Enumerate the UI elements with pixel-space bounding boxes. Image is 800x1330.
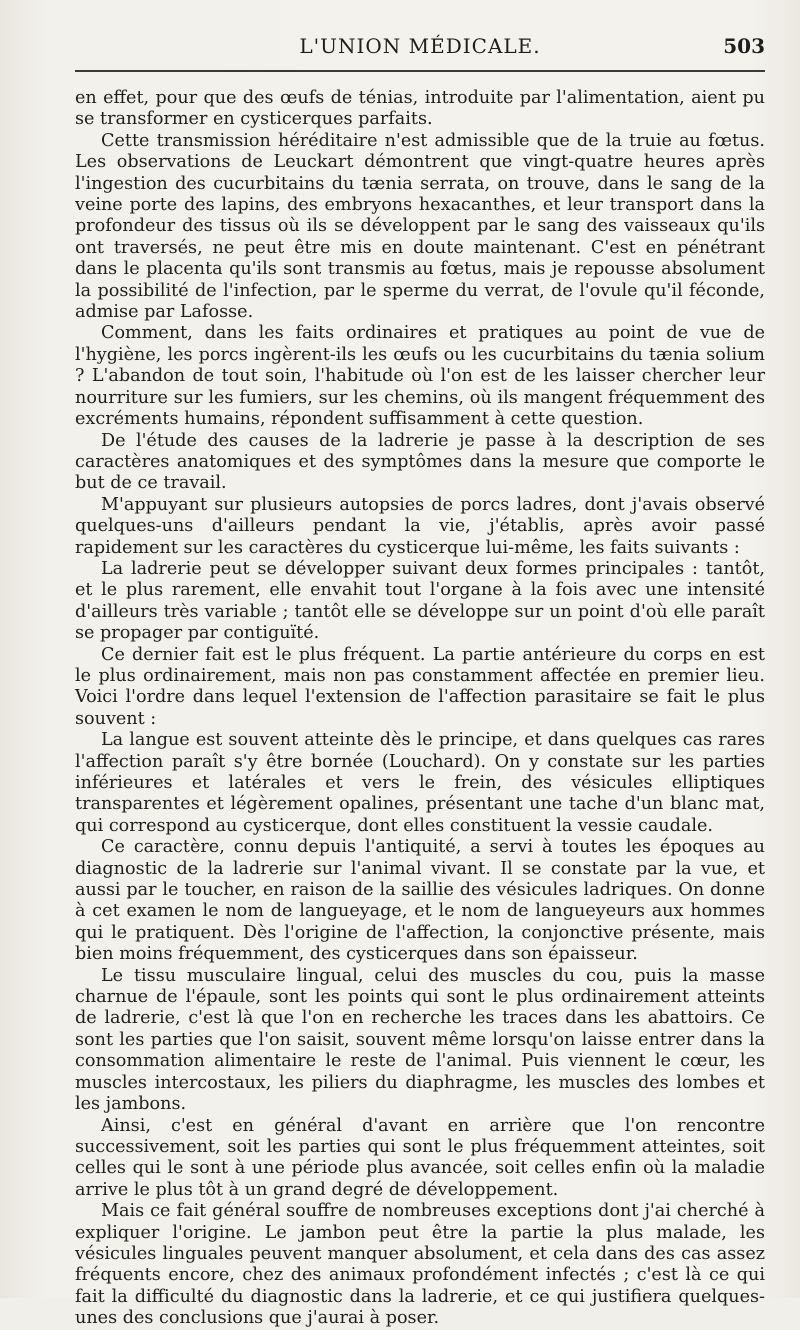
paragraph: La langue est souvent atteinte dès le principe, et dans quelques cas rares l'affection paraît s'y être bornée (Louchard). On y constate sur les parties inférieures et latérales et vers le frein, des vésicules elliptiques transparentes et légèrement opalines, présentant une tache d'un blanc mat, qui correspond au cysticerque, dont elles constituent la vessie caudale. bbox=[75, 730, 765, 836]
paragraph: La ladrerie peut se développer suivant deux formes principales : tantôt, et le plus rarement, elle envahit tout l'organe à la fois avec une intensité d'ailleurs très variable ; tantôt elle se développe sur un point d'où elle paraît se propager par contiguïté. bbox=[75, 558, 765, 644]
page-number: 503 bbox=[723, 34, 765, 58]
paragraph: Le tissu musculaire lingual, celui des muscles du cou, puis la masse charnue de l'épaule, sont les points qui sont le plus ordinairement atteints de ladrerie, c'est là que l'on en recherche les traces dans les abattoirs. Ce sont les parties que l'on saisit, souvent même lorsqu'on laisse entrer dans la consommation alimentaire le reste de l'animal. Puis viennent le cœur, les muscles intercostaux, les piliers du diaphragme, les muscles des lombes et les jambons. bbox=[75, 965, 765, 1115]
paragraph: De l'étude des causes de la ladrerie je passe à la description de ses caractères anatomiques et des symptômes dans la mesure que comporte le but de ce travail. bbox=[75, 430, 765, 494]
header-rule bbox=[75, 70, 765, 72]
paragraph: Mais ce fait général souffre de nombreuses exceptions dont j'ai cherché à expliquer l'origine. Le jambon peut être la partie la plus malade, les vésicules linguales peuvent manquer absolument, et cela dans des cas assez fréquents encore, chez des animaux profondément infectés ; c'est là ce qui fait la difficulté du diagnostic dans la ladrerie, et ce qui justifiera quelques-unes des conclusions que j'aurai à poser. bbox=[75, 1201, 765, 1329]
paragraph: Ce dernier fait est le plus fréquent. La partie antérieure du corps en est le plus ordinairement, mais non pas constamment affectée en premier lieu. Voici l'ordre dans lequel l'extension de l'affection parasitaire se fait le plus souvent : bbox=[75, 644, 765, 729]
article-body bbox=[75, 88, 765, 1330]
paragraph: Comment, dans les faits ordinaires et pratiques au point de vue de l'hygiène, les porcs ingèrent-ils les œufs ou les cucurbitains du tænia solium ? L'abandon de tout soin, l'habitude où l'on est de les laisser chercher leur nourriture sur les fumiers, sur les chemins, où ils mangent fréquemment des excréments humains, répondent suffisamment à cette question. bbox=[75, 323, 765, 430]
page-header bbox=[75, 34, 765, 64]
paragraph: en effet, pour que des œufs de ténias, introduite par l'alimentation, aient pu se transformer en cysticerques parfaits. bbox=[75, 88, 765, 130]
running-title: L'UNION MÉDICALE. bbox=[299, 34, 541, 58]
paragraph: Cette transmission héréditaire n'est admissible que de la truie au fœtus. Les observations de Leuckart démontrent que vingt-quatre heures après l'ingestion des cucurbitains du tænia serrata, on trouve, dans le sang de la veine porte des lapins, des embryons hexacanthes, et leur transport dans la profondeur des tissus où ils se développent par le sang des vaisseaux qu'ils ont traversés, ne peut être mis en doute maintenant. C'est en pénétrant dans le placenta qu'ils sont transmis au fœtus, mais je repousse absolument la possibilité de l'infection, par le sperme du verrat, de l'ovule qu'il féconde, admise par Lafosse. bbox=[75, 130, 765, 323]
paragraph: Ainsi, c'est en général d'avant en arrière que l'on rencontre successivement, soit les parties qui sont le plus fréquemment atteintes, soit celles qui le sont à une période plus avancée, soit celles enfin où la maladie arrive le plus tôt à un grand degré de développement. bbox=[75, 1115, 765, 1200]
paragraph: M'appuyant sur plusieurs autopsies de porcs ladres, dont j'avais observé quelques-uns d'ailleurs pendant la vie, j'établis, après avoir passé rapidement sur les caractères du cysticerque lui-même, les faits suivants : bbox=[75, 494, 765, 558]
paragraph: Ce caractère, connu depuis l'antiquité, a servi à toutes les époques au diagnostic de la ladrerie sur l'animal vivant. Il se constate par la vue, et aussi par le toucher, en raison de la saillie des vésicules ladriques. On donne à cet examen le nom de langueyage, et le nom de langueyeurs aux hommes qui le pratiquent. Dès l'origine de l'affection, la conjonctive présente, mais bien moins fréquemment, des cysticerques dans son épaisseur. bbox=[75, 837, 765, 965]
